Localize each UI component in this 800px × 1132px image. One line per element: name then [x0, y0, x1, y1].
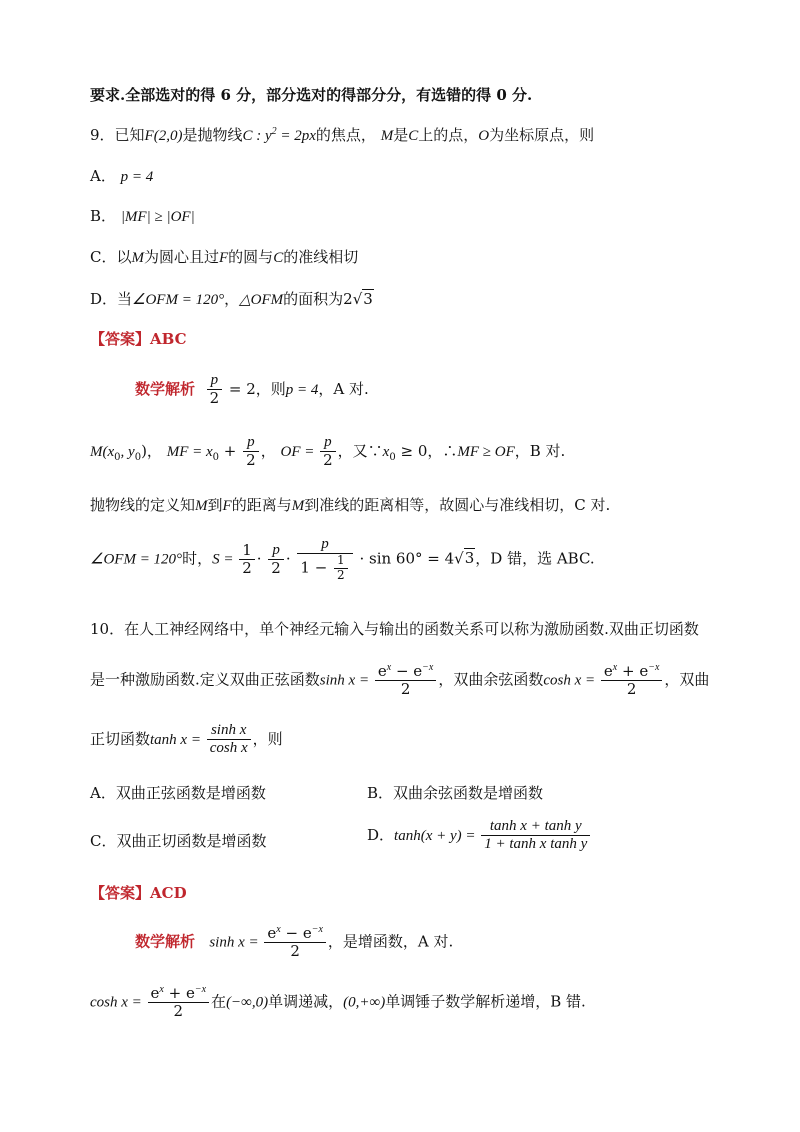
q10-option-c: C．双曲正切函数是增函数	[90, 832, 267, 850]
q9-option-a: A． p = 4	[90, 167, 154, 185]
q9-analysis-line-2: $M(x_0$, $y_0$)， MF = $x_0$ + $\frac{p}{2}$ ， OF = $\frac{p}{2}$ ，又$\because x_0 \ge 0$，∴MF ≥ OF，B 对.	[90, 434, 566, 470]
q10-option-d: D．tanh(x + y) = $\frac{\text{tanh x + tanh y}}{\text{1 + tanh x tanh y}}$	[367, 818, 592, 854]
q10-analysis-line-1: 数学解析 sinh x = $\frac{e^x - e^{-x}}{2}$ ，是增函数，A 对.	[135, 924, 454, 961]
q10-analysis-line-2: cosh x = $\frac{e^x + e^{-x}}{2}$ 在(−∞,0)单调递减，(0,+∞)单调锤子数学解析递增，B 错.	[90, 984, 586, 1021]
q9-option-b: B． |MF| ≥ |OF|	[90, 207, 195, 225]
q9-analysis-line-4: ∠OFM = 120°时，S = $\frac{1}{2}$ · $\frac{p}{2}$ · p 1 − $\frac{1}{2}$ · sin 60° = 4√3，D 错，选 ABC.	[90, 536, 595, 583]
fraction: $\frac{p}{2}$	[207, 372, 223, 408]
q10-stem-line-1: 10．在人工神经网络中，单个神经元输入与输出的函数关系可以称为激励函数.双曲正切函数	[90, 620, 699, 638]
q9-stem: 9．已知F(2,0)是抛物线C : $y^2 = 2px$的焦点， M是C上的点，O为坐标原点，则	[90, 126, 595, 144]
q9-option-c: C．以M为圆心且过F的圆与C的准线相切	[90, 248, 359, 266]
q9-answer-label: 【答案】ABC	[90, 330, 187, 348]
q10-option-b: B．双曲余弦函数是增函数	[367, 784, 544, 802]
q10-option-a: A．双曲正弦函数是增函数	[90, 784, 266, 802]
q10-answer-label: 【答案】ACD	[90, 884, 187, 902]
q9-analysis-line-3: 抛物线的定义知M到F的距离与M到准线的距离相等，故圆心与准线相切，C 对.	[90, 496, 611, 514]
q9-option-d: D．当∠OFM = 120°，△OFM的面积为2√3	[90, 290, 373, 308]
instructions-line: 要求.全部选对的得 6 分，部分选对的得部分分，有选错的得 0 分.	[90, 86, 533, 104]
q9-analysis-line-1: 数学解析 $\frac{p}{2}$ = 2，则p = 4，A 对.	[135, 372, 369, 408]
q10-stem-line-2: 是一种激励函数.定义双曲正弦函数sinh x = $\frac{e^x - e^{-x}}{2}$ ，双曲余弦函数cosh x = $\frac{e^x + e^{-x}}{2}$ ，双曲	[90, 662, 710, 699]
q10-stem-line-3: 正切函数tanh x = $\frac{\text{sinh x}}{\text{cosh x}}$ ，则	[90, 722, 283, 757]
